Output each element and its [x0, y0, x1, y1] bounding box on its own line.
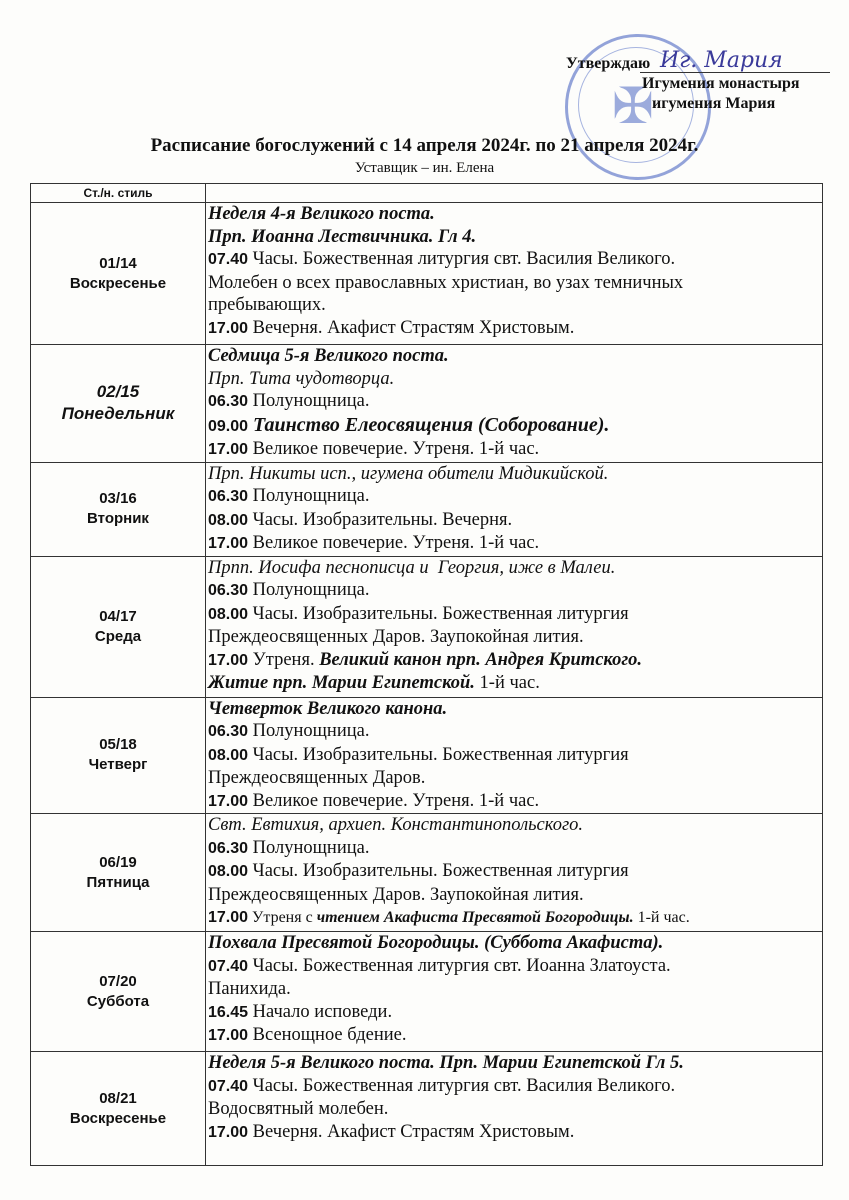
- table-header-row: [31, 184, 823, 203]
- service-line: [208, 790, 820, 814]
- date-cell: [31, 814, 206, 932]
- feast-name: Прп. Тита чудотворца.: [208, 368, 395, 389]
- service-time: 17.00: [208, 1123, 249, 1141]
- service-line: [208, 532, 820, 556]
- date: 01/14: [99, 254, 137, 272]
- weekday: Суббота: [86, 992, 150, 1010]
- date: 03/16: [99, 490, 137, 507]
- table-row: [31, 556, 823, 697]
- service-text: Житие прп. Марии Египетской.: [208, 673, 475, 693]
- service-text: Вечерня. Акафист Страстям Христовым.: [248, 317, 575, 338]
- approval-line-2: Игумения монастыря: [642, 75, 800, 92]
- service-time: 06.30: [208, 393, 249, 410]
- service-line: [208, 860, 820, 884]
- service-line: [208, 345, 820, 368]
- services-cell: [206, 697, 823, 814]
- table-row: [31, 932, 823, 1052]
- date-cell: [31, 556, 206, 697]
- service-time: 09.00: [208, 417, 249, 435]
- date: 02/15: [96, 382, 140, 402]
- service-time: 17.00: [208, 441, 249, 458]
- service-text: Полунощница.: [248, 486, 370, 506]
- service-line: [208, 603, 820, 627]
- service-line: [208, 978, 820, 1001]
- service-line: [208, 649, 820, 673]
- service-line: [208, 317, 820, 341]
- services-cell: [206, 462, 823, 556]
- service-text: Часы. Божественная литургия свт. Василия Великого.: [248, 1075, 676, 1096]
- services-cell: [206, 1052, 823, 1166]
- service-time: 17.00: [208, 909, 249, 926]
- service-line: [208, 814, 820, 837]
- service-line: [208, 1075, 820, 1099]
- service-line: [208, 438, 820, 462]
- feast-name: Неделя 5-я Великого поста. Прп. Марии Египетской Гл 5.: [208, 1053, 684, 1073]
- table-row: [31, 462, 823, 556]
- service-line: [208, 485, 820, 509]
- service-text: Часы. Изобразительны. Вечерня.: [248, 509, 513, 530]
- approval-line-3: игумения Мария: [652, 95, 776, 112]
- weekday: Вторник: [87, 510, 149, 527]
- service-text: Молебен о всех православных христиан, во узах темничных: [208, 272, 684, 293]
- service-text: Панихида.: [208, 979, 291, 999]
- weekday: Среда: [94, 627, 142, 645]
- date: 07/20: [99, 972, 137, 990]
- services-cell: [206, 932, 823, 1052]
- service-time: 16.45: [208, 1003, 249, 1021]
- date-cell: [31, 203, 206, 345]
- document-subtitle: Уставщик – ин. Елена: [354, 160, 495, 176]
- service-time: 08.00: [208, 863, 249, 880]
- service-text: Таинство Елеосвящения (Соборование).: [248, 413, 610, 436]
- document-title: Расписание богослужений с 14 апреля 2024г. по 21 апреля 2024г.: [150, 135, 699, 156]
- services-cell: [206, 203, 823, 345]
- service-text: Великое повечерие. Утреня. 1-й час.: [248, 533, 540, 553]
- date-cell: [31, 462, 206, 556]
- table-row: [31, 345, 823, 463]
- service-line: [208, 837, 820, 861]
- service-line: [208, 294, 820, 317]
- service-line: [208, 932, 820, 955]
- feast-name: Прп. Никиты исп., игумена обители Мидикийской.: [208, 463, 609, 484]
- service-time: 17.00: [208, 319, 249, 337]
- service-time: 06.30: [208, 582, 249, 599]
- service-text: Великое повечерие. Утреня. 1-й час.: [248, 790, 540, 811]
- table-row: [31, 1052, 823, 1166]
- table-row: [31, 697, 823, 814]
- feast-name: Свт. Евтихия, архиеп. Константинопольского.: [208, 815, 584, 835]
- services-cell: [206, 345, 823, 463]
- service-line: [208, 248, 820, 272]
- service-time: 06.30: [208, 839, 249, 857]
- service-line: [208, 744, 820, 768]
- service-line: [208, 1024, 820, 1048]
- cross-icon: ✠: [612, 78, 654, 134]
- service-line: [208, 1121, 820, 1145]
- feast-name: Седмица 5-я Великого поста.: [208, 346, 449, 366]
- service-text: Полунощница.: [248, 721, 370, 741]
- service-text: Преждеосвященных Даров. Заупокойная лития.: [208, 627, 584, 647]
- date-cell: [31, 932, 206, 1052]
- service-time: 08.00: [208, 605, 249, 623]
- weekday: Воскресенье: [69, 274, 167, 292]
- service-time: 07.40: [208, 957, 249, 975]
- service-line: [208, 884, 820, 907]
- service-line: [208, 579, 820, 603]
- service-line: [208, 463, 820, 486]
- date: 08/21: [99, 1089, 137, 1107]
- service-line: [208, 1001, 820, 1025]
- weekday: Понедельник: [61, 404, 175, 424]
- date-cell: [31, 1052, 206, 1166]
- feast-name: Неделя 4-я Великого поста.: [208, 204, 435, 224]
- service-text: пребывающих.: [208, 295, 326, 315]
- service-time: 08.00: [208, 511, 249, 529]
- table-row: [31, 814, 823, 932]
- header-content-column: [206, 184, 823, 203]
- service-text: Полунощница.: [248, 391, 370, 411]
- service-line: [208, 203, 820, 226]
- service-text: Полунощница.: [248, 837, 370, 858]
- date: 04/17: [99, 607, 137, 625]
- date-cell: [31, 345, 206, 463]
- service-line: [208, 557, 820, 580]
- service-line: [208, 1098, 820, 1121]
- date: 06/19: [99, 853, 137, 871]
- service-time: 07.40: [208, 251, 249, 268]
- services-cell: [206, 556, 823, 697]
- feast-name: Похвала Пресвятой Богородицы. (Суббота Акафиста).: [208, 933, 664, 953]
- service-time: 08.00: [208, 746, 249, 764]
- service-text: Великий канон прп. Андрея Критского.: [319, 649, 643, 670]
- service-text: Часы. Изобразительны. Божественная литургия: [248, 603, 629, 624]
- service-line: [208, 955, 820, 979]
- service-text: Всенощное бдение.: [248, 1025, 407, 1045]
- service-line: [208, 906, 820, 930]
- services-cell: [206, 814, 823, 932]
- service-line: [208, 414, 820, 439]
- service-time: 17.00: [208, 1027, 249, 1044]
- signature: Иг. Мария: [660, 48, 783, 73]
- service-text: Утреня.: [248, 649, 320, 670]
- service-time: 17.00: [208, 792, 249, 810]
- feast-name: Четверток Великого канона.: [208, 698, 448, 719]
- service-time: 07.40: [208, 1077, 249, 1095]
- service-time: 17.00: [208, 651, 249, 669]
- service-line: [208, 672, 820, 695]
- service-text: Вечерня. Акафист Страстям Христовым.: [248, 1121, 575, 1142]
- service-line: [208, 767, 820, 790]
- service-time: 06.30: [208, 488, 249, 505]
- service-text: Преждеосвященных Даров.: [208, 768, 426, 788]
- date: 05/18: [99, 736, 137, 754]
- schedule-table: [30, 183, 823, 1166]
- service-text: 1-й час.: [633, 909, 690, 926]
- service-line: [208, 1052, 820, 1075]
- service-line: [208, 698, 820, 721]
- header-style-column: Ст./н. стиль: [31, 184, 206, 203]
- service-text: Часы. Изобразительны. Божественная литургия: [248, 861, 629, 881]
- service-time: 06.30: [208, 723, 249, 740]
- service-text: Преждеосвященных Даров. Заупокойная лития.: [208, 884, 584, 905]
- service-text: Часы. Божественная литургия свт. Иоанна Златоуста.: [248, 955, 671, 976]
- weekday: Воскресенье: [69, 1109, 167, 1127]
- service-line: [208, 390, 820, 414]
- service-line: [208, 509, 820, 533]
- service-time: 17.00: [208, 535, 249, 552]
- service-line: [208, 272, 820, 295]
- service-text: 1-й час.: [474, 673, 540, 693]
- service-text: Начало исповеди.: [248, 1001, 393, 1022]
- service-line: [208, 626, 820, 649]
- feast-name: Прпп. Иосифа песнописца и Георгия, иже в Малеи.: [208, 557, 616, 578]
- service-line: [208, 720, 820, 744]
- feast-name: Прп. Иоанна Лествичника. Гл 4.: [208, 226, 477, 247]
- service-text: чтением Акафиста Пресвятой Богородицы.: [316, 909, 634, 926]
- service-text: Часы. Изобразительны. Божественная литургия: [248, 744, 629, 765]
- service-text: Часы. Божественная литургия свт. Василия Великого.: [248, 249, 676, 269]
- approval-line-1: Утверждаю: [566, 55, 651, 72]
- service-text: Утреня с: [248, 909, 317, 926]
- approval-block: [566, 54, 800, 114]
- service-line: [208, 226, 820, 249]
- service-text: Водосвятный молебен.: [208, 1099, 389, 1119]
- service-text: Полунощница.: [248, 580, 370, 600]
- table-row: [31, 203, 823, 345]
- service-line: [208, 368, 820, 391]
- weekday: Пятница: [86, 873, 150, 891]
- service-text: Великое повечерие. Утреня. 1-й час.: [248, 439, 540, 459]
- date-cell: [31, 697, 206, 814]
- weekday: Четверг: [88, 756, 148, 774]
